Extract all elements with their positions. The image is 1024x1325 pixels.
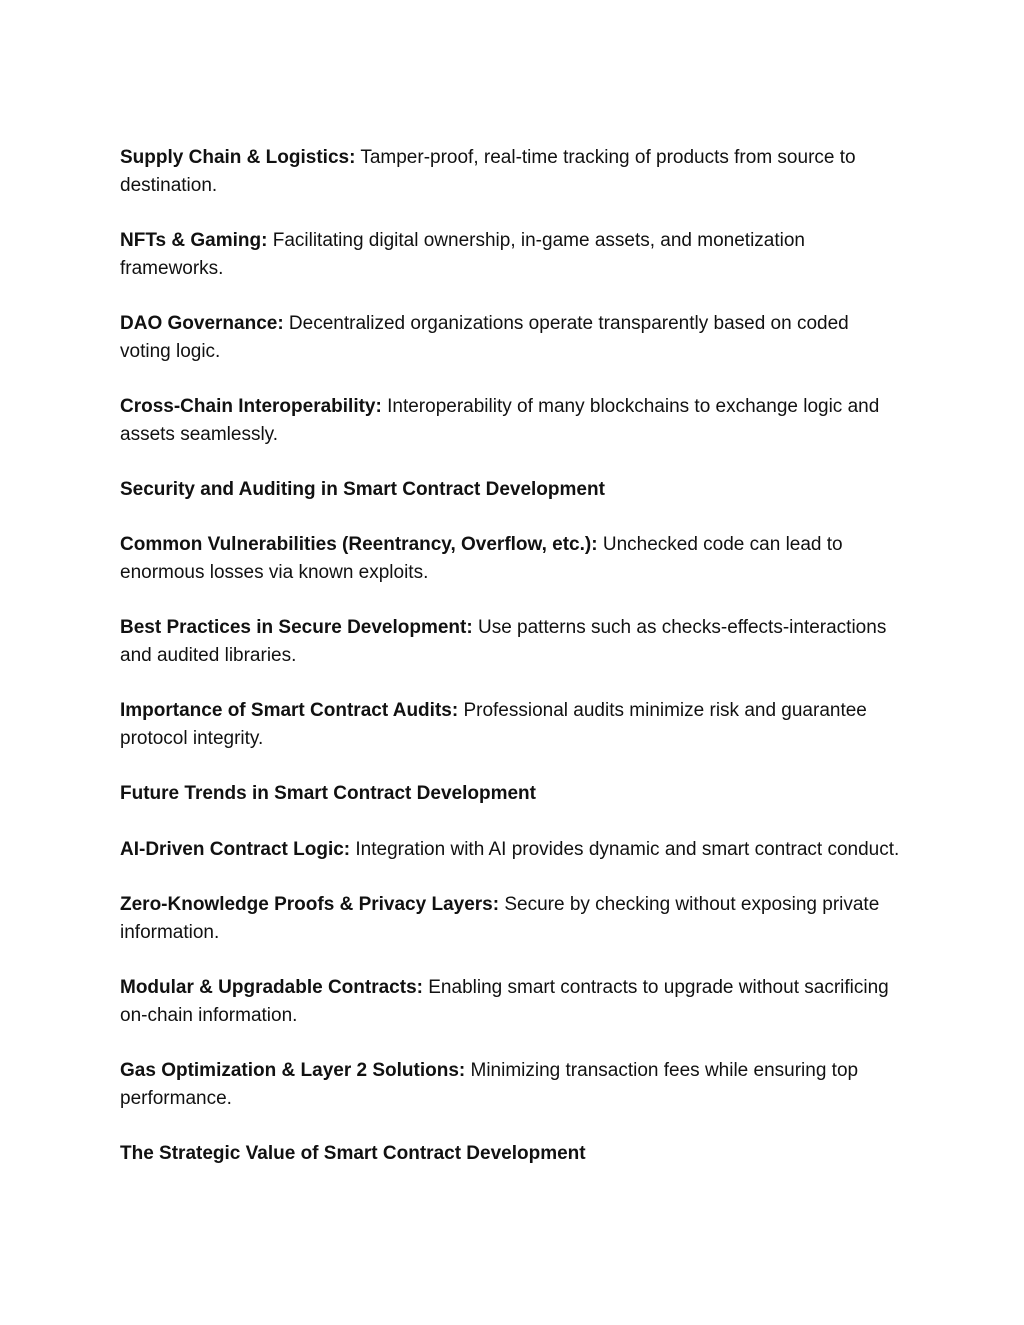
term-description: Use patterns such as checks-effects-interactions and audited libraries. (120, 617, 887, 666)
paragraph-best-practices (120, 614, 904, 669)
paragraph-cross-chain (120, 393, 904, 448)
term-description: Integration with AI provides dynamic and smart contract conduct. (350, 838, 900, 860)
paragraph-modular-upgradable (120, 974, 904, 1029)
term-label: Importance of Smart Contract Audits: (120, 700, 459, 722)
term-description: Facilitating digital ownership, in-game assets, and monetization frameworks. (120, 230, 805, 279)
term-description: Secure by checking without exposing private information. (120, 893, 880, 943)
paragraph-supply-chain (120, 144, 904, 199)
term-description: Enabling smart contracts to upgrade without sacrificing on-chain information. (120, 976, 889, 1026)
term-label: Modular & Upgradable Contracts: (120, 976, 423, 998)
term-label: Cross-Chain Interoperability: (120, 396, 382, 417)
term-label: Supply Chain & Logistics: (120, 147, 356, 168)
paragraph-zero-knowledge (120, 891, 904, 946)
term-label: AI-Driven Contract Logic: (120, 838, 351, 860)
section-heading-future-trends: Future Trends in Smart Contract Development (120, 783, 536, 805)
paragraph-gas-optimization (120, 1057, 904, 1112)
paragraph-dao-governance (120, 310, 904, 365)
term-description: Decentralized organizations operate transparently based on coded voting logic. (120, 313, 849, 362)
term-label: NFTs & Gaming: (120, 230, 268, 251)
paragraph-ai-driven (120, 836, 904, 864)
term-label: DAO Governance: (120, 313, 284, 334)
term-description: Unchecked code can lead to enormous losses via known exploits. (120, 534, 843, 583)
term-description: Interoperability of many blockchains to exchange logic and assets seamlessly. (120, 396, 880, 445)
paragraph-common-vulnerabilities (120, 531, 904, 586)
term-description: Professional audits minimize risk and guarantee protocol integrity. (120, 700, 867, 749)
term-label: Common Vulnerabilities (Reentrancy, Overflow, etc.): (120, 534, 598, 556)
paragraph-nfts-gaming (120, 227, 904, 282)
section-heading-strategic-value: The Strategic Value of Smart Contract Development (120, 1142, 586, 1164)
paragraph-audits (120, 697, 904, 752)
term-label: Zero-Knowledge Proofs & Privacy Layers: (120, 893, 500, 915)
term-label: Best Practices in Secure Development: (120, 617, 473, 639)
term-label: Gas Optimization & Layer 2 Solutions: (120, 1059, 466, 1081)
term-description: Tamper-proof, real-time tracking of products from source to destination. (120, 147, 856, 196)
section-heading-security: Security and Auditing in Smart Contract Development (120, 479, 605, 500)
term-description: Minimizing transaction fees while ensuring top performance. (120, 1059, 859, 1109)
document-page (120, 144, 904, 1195)
